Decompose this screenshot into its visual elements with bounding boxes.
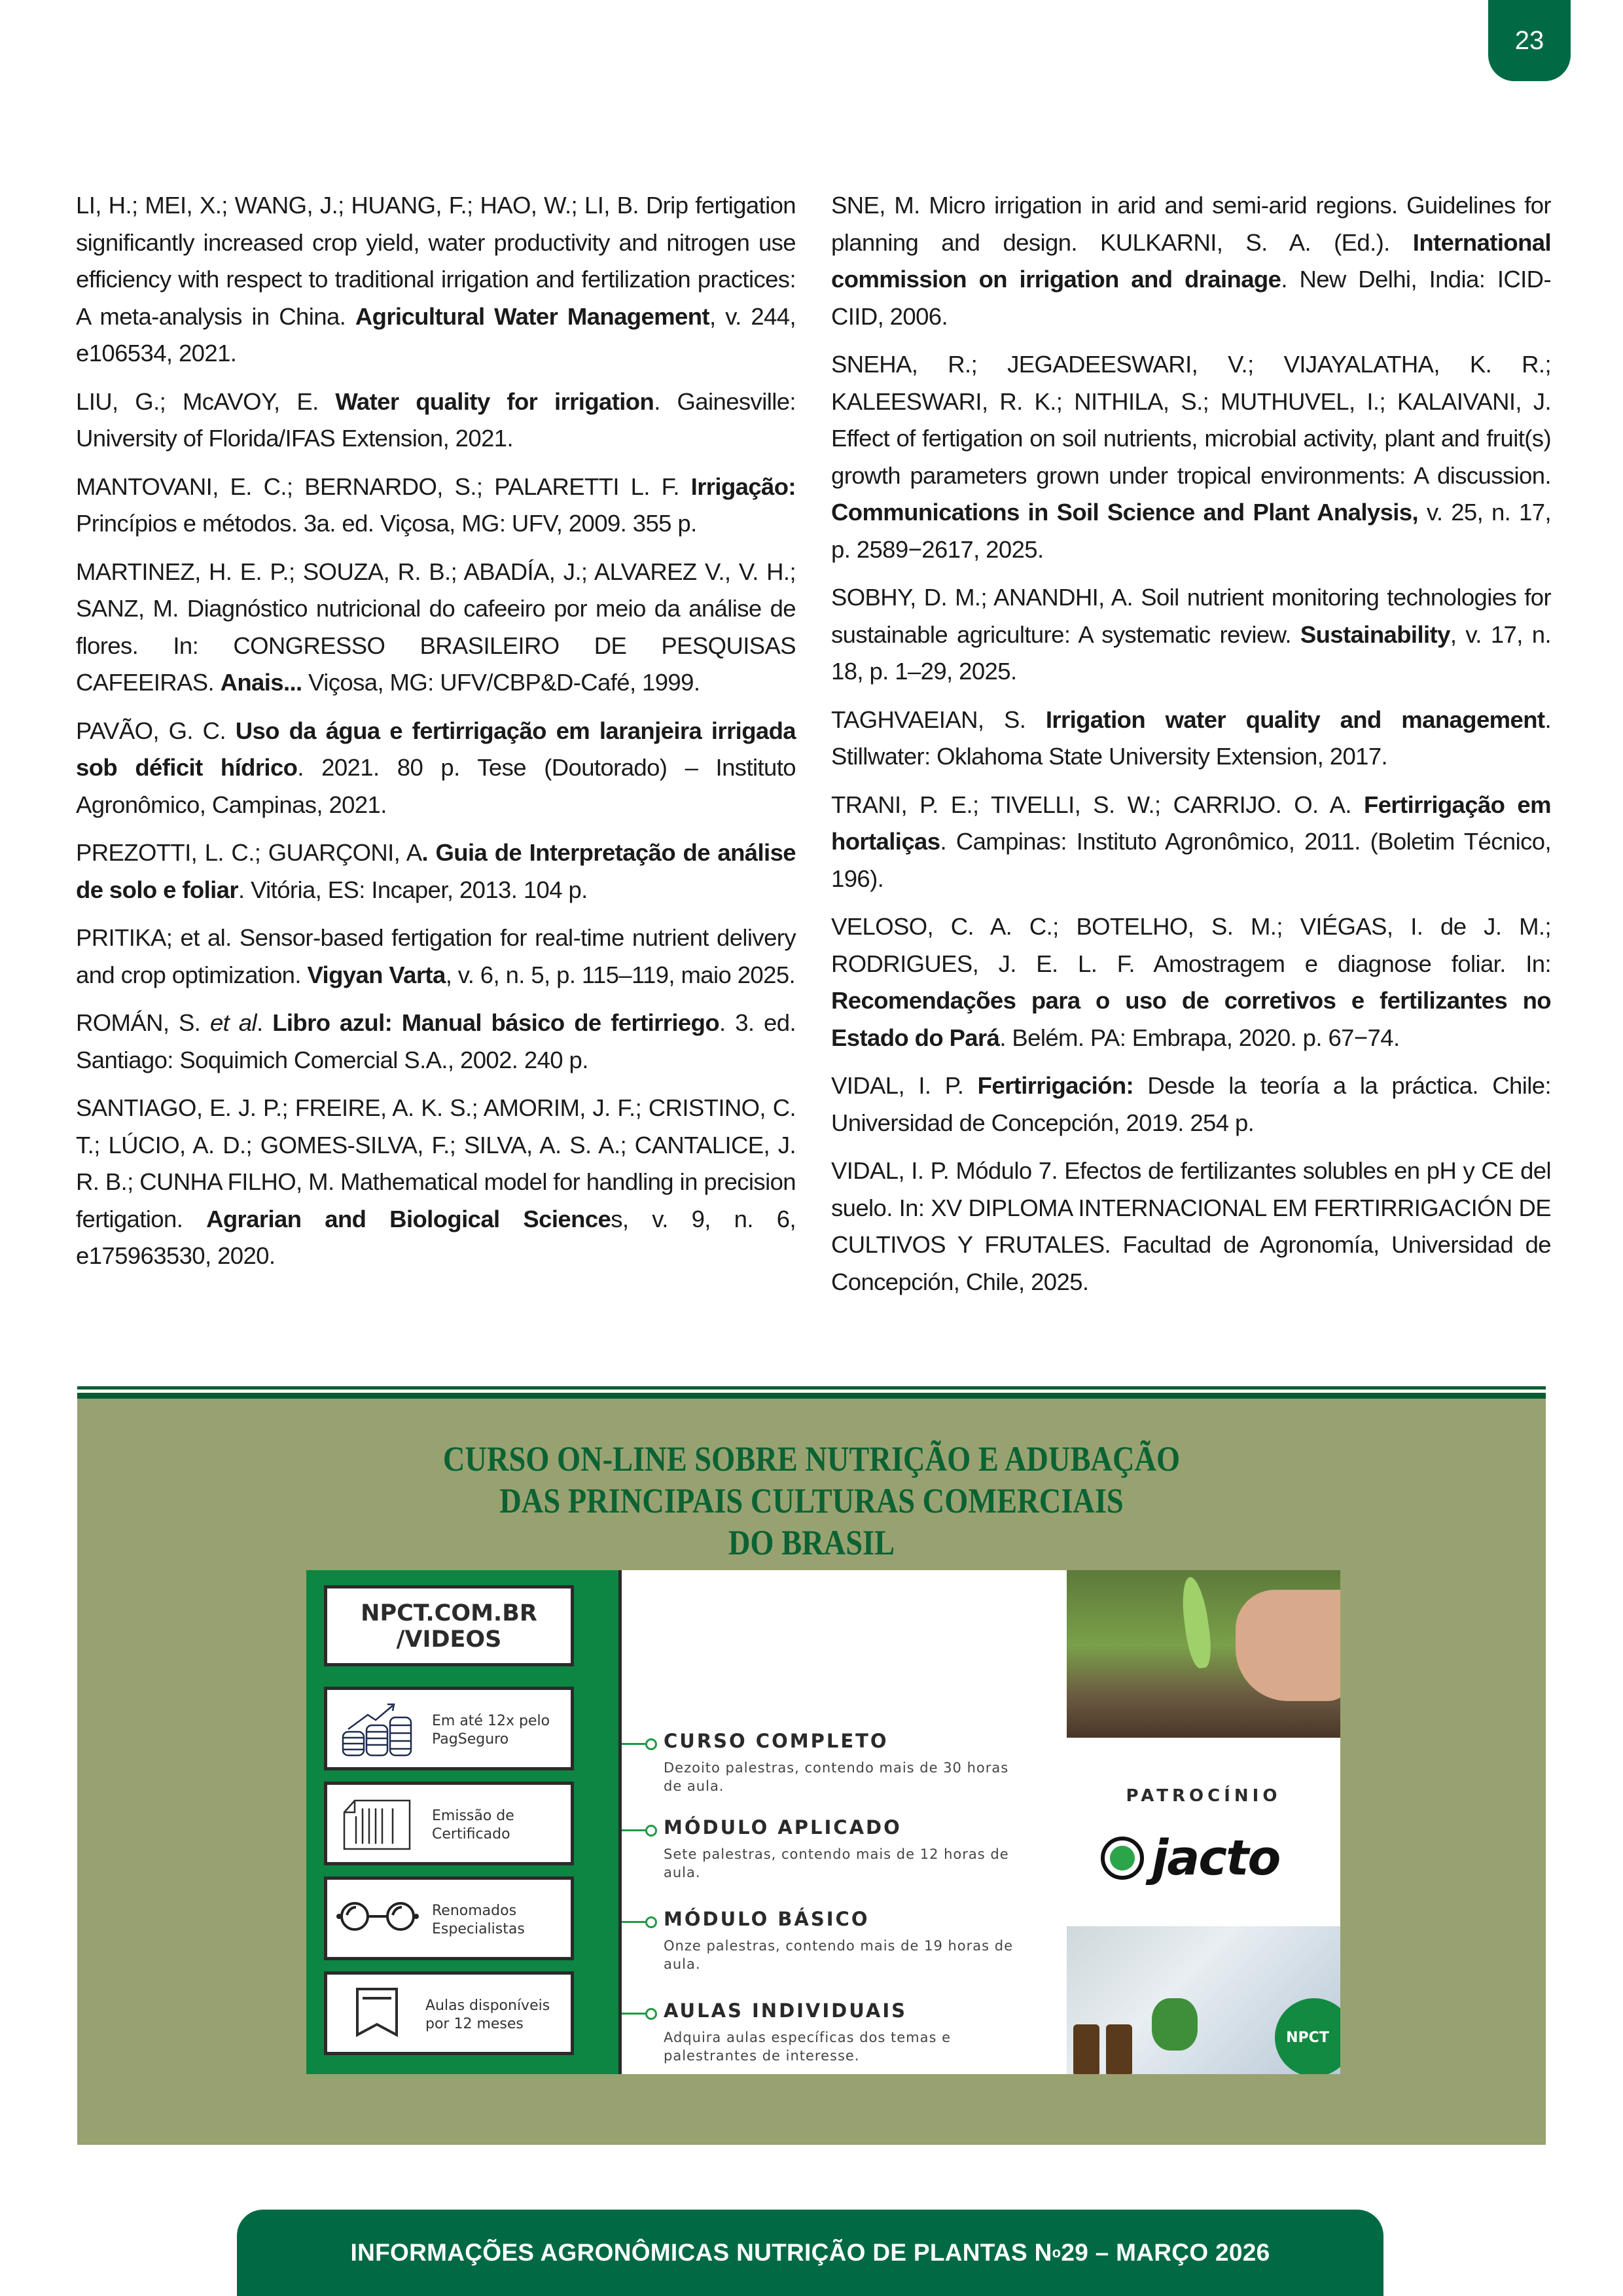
feature-line: PagSeguro bbox=[432, 1731, 509, 1748]
option-title: MÓDULO BÁSICO bbox=[664, 1908, 870, 1930]
option-title: CURSO COMPLETO bbox=[664, 1730, 889, 1752]
bullet-circle-icon bbox=[645, 1916, 657, 1928]
clover-logo-icon bbox=[1101, 1837, 1144, 1880]
reference-text: . bbox=[257, 1009, 273, 1036]
reference-text: MARTINEZ, H. E. P.; SOUZA, R. B.; ABADÍA, J.; ALVAREZ V., V. H.; SANZ, M. Diagnóstico nutricional do cafeeiro por meio da análise de flores. In: CONGRESSO BRASILEIRO DE PESQUISAS CAFEEIRAS. bbox=[76, 558, 796, 696]
feature-text bbox=[425, 1997, 550, 2034]
reference-text: Princípios e métodos. 3a. ed. Viçosa, MG: UFV, 2009. 355 p. bbox=[76, 510, 697, 537]
reference-text: PRITIKA; et al. Sensor-based fertigation for real-time nutrient delivery and crop optimization. bbox=[76, 924, 796, 988]
reference-text: PAVÃO, G. C. bbox=[76, 717, 236, 744]
reference-text: Viçosa, MG: UFV/CBP&D-Café, 1999. bbox=[302, 669, 700, 696]
reference-entry bbox=[831, 787, 1551, 898]
reference-text: , v. 6, n. 5, p. 115–119, maio 2025. bbox=[445, 961, 796, 988]
promo-features-panel bbox=[306, 1570, 622, 2074]
footer-banner bbox=[237, 2210, 1383, 2296]
reference-title: Irrigação: bbox=[690, 473, 796, 500]
reference-title: Water quality for irrigation bbox=[335, 387, 654, 415]
option-description: Sete palestras, contendo mais de 12 horas de aula. bbox=[664, 1846, 1009, 1880]
reference-title: Agrarian and Biological Science bbox=[206, 1205, 611, 1232]
connector-line bbox=[622, 1829, 647, 1831]
bookmark-icon bbox=[353, 1986, 425, 2041]
option-description: Dezoito palestras, contendo mais de 30 horas de aula. bbox=[664, 1760, 1009, 1794]
feature-line: por 12 meses bbox=[425, 2016, 524, 2032]
feature-text bbox=[432, 1712, 550, 1749]
feature-line: Emissão de bbox=[432, 1808, 514, 1824]
feature-line: Renomados bbox=[432, 1903, 517, 1919]
reference-title: International commission on irrigation and drainage bbox=[831, 228, 1551, 293]
reference-text: . Vitória, ES: Incaper, 2013. 104 p. bbox=[238, 876, 588, 903]
reference-entry bbox=[76, 187, 796, 372]
reference-title: Anais... bbox=[220, 669, 302, 696]
bullet-circle-icon bbox=[645, 1738, 657, 1750]
sponsor-label: PATROCÍNIO bbox=[1126, 1786, 1281, 1806]
reference-text: , v. 244, e106534, 2021. bbox=[76, 302, 796, 367]
bottle bbox=[1106, 2024, 1132, 2074]
reference-text: . Belém. PA: Embrapa, 2020. p. 67−74. bbox=[999, 1024, 1400, 1051]
reference-text: . Stillwater: Oklahoma State University Extension, 2017. bbox=[831, 706, 1551, 770]
feature-line: Especialistas bbox=[432, 1921, 525, 1937]
jacto-logo bbox=[1101, 1832, 1279, 1884]
feature-line: Em até 12x pelo bbox=[432, 1713, 550, 1729]
reference-entry bbox=[76, 469, 796, 543]
feature-installments bbox=[324, 1687, 574, 1770]
course-options bbox=[622, 1570, 1067, 2074]
option-title: MÓDULO APLICADO bbox=[664, 1816, 902, 1839]
reference-text: TAGHVAEIAN, S. bbox=[831, 706, 1046, 733]
badge-text: NPCT bbox=[1286, 2029, 1329, 2046]
feature-line: Aulas disponíveis bbox=[425, 1998, 550, 2014]
reference-title: Vigyan Varta bbox=[307, 961, 446, 988]
footer-ordinal: o bbox=[1052, 2244, 1061, 2261]
course-url-link[interactable] bbox=[324, 1585, 574, 1666]
plant-sample bbox=[1152, 1998, 1198, 2051]
seedling-photo bbox=[1067, 1570, 1340, 1738]
reference-text: . Campinas: Instituto Agronômico, 2011. (Boletim Técnico, 196). bbox=[831, 828, 1551, 892]
reference-text: SANTIAGO, E. J. P.; FREIRE, A. K. S.; AMORIM, J. F.; CRISTINO, C. T.; LÚCIO, A. D.; GOMES-SILVA, F.; SILVA, A. S. A.; CANTALICE, J. R. B.; CUNHA FILHO, M. Mathematical model for handling in precision fertigation. bbox=[76, 1094, 796, 1232]
option-title: AULAS INDIVIDUAIS bbox=[664, 2000, 908, 2022]
connector-line bbox=[622, 1743, 647, 1745]
seedling-leaf bbox=[1178, 1575, 1214, 1670]
sponsor-panel bbox=[1067, 1570, 1340, 2074]
feature-line: Certificado bbox=[432, 1826, 510, 1842]
reference-entry bbox=[831, 1067, 1551, 1141]
reference-entry bbox=[831, 579, 1551, 691]
bullet-circle-icon bbox=[645, 2008, 657, 2020]
connector-line bbox=[622, 1921, 647, 1923]
option-description: Adquira aulas específicas dos temas e palestrantes de interesse. bbox=[664, 2030, 952, 2064]
feature-text bbox=[432, 1902, 525, 1939]
reference-text: MANTOVANI, E. C.; BERNARDO, S.; PALARETTI L. F. bbox=[76, 473, 691, 500]
reference-text: SNE, M. Micro irrigation in arid and semi-arid regions. Guidelines for planning and design. KULKARNI, S. A. (Ed.). bbox=[831, 192, 1551, 256]
ad-title-line: DAS PRINCIPAIS CULTURAS COMERCIAIS bbox=[499, 1481, 1124, 1520]
footer-issue: 29 – MARÇO 2026 bbox=[1061, 2239, 1270, 2266]
ad-title-line: CURSO ON-LINE SOBRE NUTRIÇÃO E ADUBAÇÃO bbox=[442, 1439, 1181, 1479]
reference-title: Agricultural Water Management bbox=[355, 302, 709, 330]
promo-card bbox=[306, 1570, 1340, 2074]
references-right-column bbox=[831, 187, 1551, 1312]
feature-text bbox=[432, 1807, 514, 1844]
ad-title-line: DO BRASIL bbox=[728, 1523, 895, 1562]
feature-certificate bbox=[324, 1782, 574, 1865]
reference-text: LI, H.; MEI, X.; WANG, J.; HUANG, F.; HAO, W.; LI, B. Drip fertigation significantly increased crop yield, water productivity and nitrogen use efficiency with respect to traditional irrigation and fertilization practices: A meta-analysis in China. bbox=[76, 192, 796, 330]
course-advertisement bbox=[77, 1399, 1546, 2145]
reference-entry bbox=[831, 702, 1551, 776]
bullet-circle-icon bbox=[645, 1825, 657, 1837]
reference-text: VIDAL, I. P. bbox=[831, 1072, 978, 1099]
feature-specialists bbox=[324, 1876, 574, 1960]
reference-text: . 3. ed. Santiago: Soquimich Comercial S.A., 2002. 240 p. bbox=[76, 1009, 796, 1073]
glasses-icon bbox=[335, 1892, 420, 1946]
reference-text: VIDAL, I. P. Módulo 7. Efectos de fertilizantes solubles en pH y CE del suelo. In: XV DIPLOMA INTERNACIONAL EM FERTIRRIGACIÓN DE CULTIVOS Y FRUTALES. Facultad de Agronomía, Universidad de Concepción, Chile, 2025. bbox=[831, 1157, 1551, 1295]
coins-growth-icon bbox=[342, 1702, 414, 1757]
hand-with-fertilizer bbox=[1236, 1590, 1340, 1701]
npct-badge bbox=[1275, 1998, 1340, 2074]
reference-text: . New Delhi, India: ICID-CIID, 2006. bbox=[831, 266, 1551, 330]
reference-text: Desde la teoría a la práctica. Chile: Universidad de Concepción, 2019. 254 p. bbox=[831, 1072, 1551, 1136]
reference-text: SNEHA, R.; JEGADEESWARI, V.; VIJAYALATHA, K. R.; KALEESWARI, R. K.; NITHILA, S.; MUTHUVEL, I.; KALAIVANI, J. Effect of fertigation on soil nutrients, microbial activity, plant and fruit(s) growth parameters grown under tropical environments: A discussion. bbox=[831, 351, 1551, 489]
sponsor-name: jacto bbox=[1152, 1830, 1280, 1886]
ad-title bbox=[180, 1438, 1443, 1564]
reference-entry bbox=[76, 834, 796, 908]
reference-title: Communications in Soil Science and Plant Analysis, bbox=[831, 499, 1419, 526]
reference-entry bbox=[831, 1153, 1551, 1300]
reference-text: SOBHY, D. M.; ANANDHI, A. Soil nutrient monitoring technologies for sustainable agriculture: A systematic review. bbox=[831, 584, 1551, 648]
reference-entry bbox=[76, 1005, 796, 1079]
reference-entry bbox=[76, 1090, 796, 1275]
divider-thick bbox=[77, 1393, 1546, 1399]
reference-title: Irrigation water quality and management bbox=[1045, 706, 1545, 733]
reference-entry bbox=[76, 920, 796, 994]
bottle bbox=[1073, 2024, 1099, 2074]
page-number-tab bbox=[1488, 0, 1571, 81]
url-line: NPCT.COM.BR bbox=[361, 1600, 537, 1626]
reference-text: VELOSO, C. A. C.; BOTELHO, S. M.; VIÉGAS, I. de J. M.; RODRIGUES, J. E. L. F. Amostragem e diagnose foliar. In: bbox=[831, 913, 1551, 977]
reference-title: Libro azul: Manual básico de fertirriego bbox=[272, 1009, 720, 1036]
reference-title: Sustainability bbox=[1300, 620, 1450, 648]
reference-entry bbox=[831, 908, 1551, 1056]
reference-italic: et al bbox=[209, 1009, 257, 1036]
reference-text: . Gainesville: University of Florida/IFAS Extension, 2021. bbox=[76, 387, 796, 452]
reference-text: LIU, G.; McAVOY, E. bbox=[76, 387, 336, 415]
reference-entry bbox=[831, 187, 1551, 335]
page-number: 23 bbox=[1514, 26, 1544, 55]
reference-text: ROMÁN, S. bbox=[76, 1009, 210, 1036]
lab-scientist-photo bbox=[1067, 1926, 1340, 2074]
references-left-column bbox=[76, 187, 796, 1286]
footer-title: INFORMAÇÕES AGRONÔMICAS NUTRIÇÃO DE PLANTAS N bbox=[350, 2239, 1052, 2266]
reference-text: , v. 17, n. 18, p. 1–29, 2025. bbox=[831, 620, 1551, 685]
reference-entry bbox=[76, 384, 796, 457]
reference-title: Fertirrigação em hortaliças bbox=[831, 791, 1551, 855]
feature-availability bbox=[324, 1971, 574, 2055]
reference-title: Fertirrigación: bbox=[977, 1072, 1134, 1099]
url-line: /VIDEOS bbox=[396, 1626, 502, 1653]
reference-text: . 2021. 80 p. Tese (Doutorado) – Instituto Agronômico, Campinas, 2021. bbox=[76, 754, 796, 818]
reference-text: PREZOTTI, L. C.; GUARÇONI, A bbox=[76, 839, 422, 866]
reference-entry bbox=[76, 554, 796, 702]
option-description: Onze palestras, contendo mais de 19 horas de aula. bbox=[664, 1938, 1014, 1972]
reference-title: Recomendações para o uso de corretivos e fertilizantes no Estado do Pará bbox=[831, 987, 1551, 1051]
certificate-icon bbox=[342, 1797, 414, 1852]
connector-line bbox=[622, 2013, 647, 2015]
reference-title: . Guia de Interpretação de análise de solo e foliar bbox=[76, 839, 796, 903]
reference-entry bbox=[76, 713, 796, 824]
reference-text: v. 25, n. 17, p. 2589−2617, 2025. bbox=[831, 499, 1551, 563]
divider-thin bbox=[77, 1386, 1546, 1390]
reference-text: TRANI, P. E.; TIVELLI, S. W.; CARRIJO. O. A. bbox=[831, 791, 1364, 818]
reference-title: Uso da água e fertirrigação em laranjeira irrigada sob déficit hídrico bbox=[76, 717, 796, 781]
reference-text: s, v. 9, n. 6, e175963530, 2020. bbox=[76, 1205, 796, 1269]
reference-entry bbox=[831, 346, 1551, 568]
